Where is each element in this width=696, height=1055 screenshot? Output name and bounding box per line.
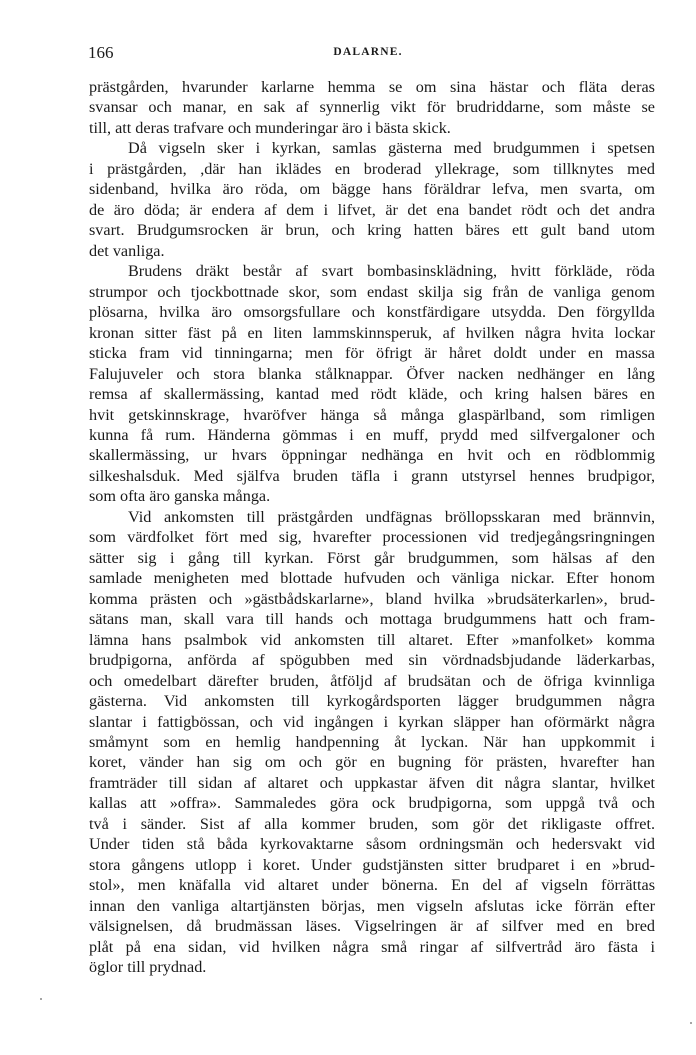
text-line: plösarna, hvilka äro omsorgsfullare och konstfärdigare utsydda. Den förgyllda xyxy=(89,303,655,322)
text-line: hvit getskinnskrage, hvaröfver hänga så många glaspärlband, som rimligen xyxy=(89,405,655,424)
text-line: sätter sig i gång till kyrkan. Först går brudgummen, som hälsas af den xyxy=(89,548,655,567)
text-line: som ofta äro ganska många. xyxy=(89,487,271,506)
paragraph xyxy=(89,507,655,978)
text-line: framträder till sidan af altaret och uppkastar äfven dit några slantar, hvilket xyxy=(89,773,655,792)
text-line: kronan sitter fäst på en liten lammskinnsperuk, af hvilken några hvita lockar xyxy=(89,323,655,342)
body-text xyxy=(89,77,655,978)
page-number: 166 xyxy=(88,43,114,62)
text-line: Vid ankomsten till prästgården undfägnas bröllopsskaran med brännvin, xyxy=(128,507,655,526)
text-line: remsa af skallermässing, kantad med rödt kläde, och kring halsen bäres en xyxy=(89,385,655,404)
text-line: strumpor och tjockbottnade skor, som endast skilja sig från de vanliga genom xyxy=(89,282,655,301)
text-line: slantar i fattigbössan, och vid ingången i kyrkan släpper han oförmärkt några xyxy=(89,712,655,731)
text-line: det vanliga. xyxy=(89,241,165,260)
text-line: två i sänder. Sist af alla kommer bruden, som gör det rikligaste offret. xyxy=(89,814,655,833)
text-line: Brudens dräkt består af svart bombasinsklädning, hvitt förkläde, röda xyxy=(128,262,655,281)
text-line: stol», men knäfalla vid altaret under bönerna. En del af vigseln förrättas xyxy=(89,876,655,895)
text-line: silkeshalsduk. Med själfva bruden täfla i grann utstyrsel hennes brudpigor, xyxy=(89,466,655,485)
text-line: välsignelsen, då brudmässan läses. Vigselringen är af silfver med en bred xyxy=(89,917,655,936)
running-head: DALARNE. xyxy=(333,46,403,58)
scan-speck xyxy=(40,998,42,1000)
text-line: och omedelbart därefter bruden, åtföljd af brudsätan och de öfriga kvinnliga xyxy=(89,671,655,690)
text-line: svart. Brudgumsrocken är brun, och kring hatten bäres ett gult band utom xyxy=(89,221,655,240)
text-line: sätans man, skall vara till hands och mottaga brudgummens hatt och fram- xyxy=(89,610,655,629)
text-line: sidenband, hvilka äro röda, om bägge hans föräldrar lefva, men svarta, om xyxy=(89,180,655,199)
text-line: stora gångens utlopp i koret. Under gudstjänsten sitter brudparet i en »brud- xyxy=(89,855,655,874)
paragraph xyxy=(89,138,655,261)
text-line: som värdfolket fört med sig, hvarefter processionen vid tredjegångsringningen xyxy=(89,528,655,547)
text-line: prästgården, hvarunder karlarne hemma se om sina hästar och fläta deras xyxy=(89,78,655,96)
text-line: sticka fram vid tinningarna; men för öfrigt är håret doldt under en massa xyxy=(89,344,655,363)
text-line: samlade menigheten med blottade hufvuden och vänliga nickar. Efter honom xyxy=(89,569,655,588)
text-line: plåt på ena sidan, vid hvilken några små ringar af silfvertråd äro fästa i xyxy=(89,937,655,956)
text-line: kallas att »offra». Sammaledes göra ock brudpigorna, som uppgå två och xyxy=(89,794,655,813)
text-line: Under tiden stå båda kyrkovaktarne såsom ordningsmän och hedersvakt vid xyxy=(89,835,655,854)
text-line: kunna få rum. Händerna gömmas i en muff, prydd med silfvergaloner och xyxy=(89,425,655,444)
text-line: Falujuveler och stora blanka stålknappar. Öfver nacken nedhänger en lång xyxy=(89,364,655,383)
text-line: småmynt som en hemlig handpenning åt lyckan. När han uppkommit i xyxy=(89,733,655,751)
text-line: de äro döda; är endera af dem i lifvet, är det ena bandet rödt och det andra xyxy=(89,200,655,219)
text-line: i prästgården, ,där han iklädes en broderad yllekrage, som tillknytes med xyxy=(89,159,655,178)
text-line: Då vigseln sker i kyrkan, samlas gästerna med brudgummen i spetsen xyxy=(128,139,655,158)
text-line: brudpigorna, anförda af spögubben med sin vördnadsbjudande läderkarbas, xyxy=(89,651,655,670)
text-line: till, att deras trafvare och munderingar äro i bästa skick. xyxy=(89,118,451,137)
text-line: lämna hans psalmbok vid ankomsten till altaret. Efter »manfolket» komma xyxy=(89,630,655,649)
paragraph xyxy=(89,261,655,507)
text-line: komma prästen och »gästbådskarlarne», bland hvilka »brudsäterkarlen», brud- xyxy=(89,589,655,608)
text-line: skallermässing, ur hvars öppningar nedhänga en hvit och en rödblommig xyxy=(89,446,655,465)
text-line: öglor till prydnad. xyxy=(89,958,207,977)
text-line: innan den vanliga altartjänsten börjas, men vigseln afslutas icke förrän efter xyxy=(89,896,655,915)
text-line: gästerna. Vid ankomsten till kyrkogårdsporten lägger brudgummen några xyxy=(89,692,655,711)
scan-speck xyxy=(690,1022,692,1024)
text-line: svansar och manar, en sak af synnerlig vikt för brudriddarne, som måste se xyxy=(89,98,655,117)
text-line: koret, vänder han sig om och gör en bugning för prästen, hvarefter han xyxy=(89,753,655,772)
paragraph xyxy=(89,77,655,138)
